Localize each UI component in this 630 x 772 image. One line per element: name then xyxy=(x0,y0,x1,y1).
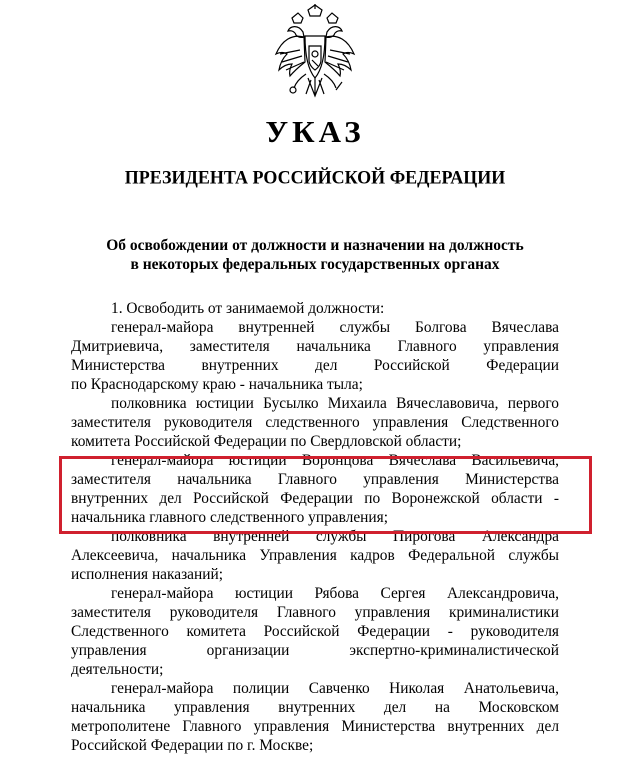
coat-of-arms-icon xyxy=(270,4,360,104)
highlight-box xyxy=(59,456,592,534)
paragraph-line: деятельности; xyxy=(71,661,164,678)
section-heading: 1. Освободить от занимаемой должности: xyxy=(111,300,385,317)
paragraph-line: Министерства внутренних дел Российской Федерации xyxy=(71,357,559,374)
document-title: УКАЗ xyxy=(265,114,365,149)
paragraph-line: полковника юстиции Бусылко Михаила Вячеславовича, первого xyxy=(111,395,559,412)
paragraph-line: генерал-майора юстиции Рябова Сергея Александровича, xyxy=(111,585,559,602)
paragraph-line: Алексеевича, начальника Управления кадров Федеральной службы xyxy=(71,547,559,564)
paragraph-line: полковника внутренней службы Пирогова Александра xyxy=(111,528,559,545)
paragraph-line: исполнения наказаний; xyxy=(71,566,223,583)
heading-line: Об освобождении от должности и назначении на должность xyxy=(106,237,524,254)
paragraph-line: Российской Федерации по г. Москве; xyxy=(71,737,314,754)
paragraph-line: генерал-майора полиции Савченко Николая Анатольевича, xyxy=(111,680,559,697)
paragraph-line: Дмитриевича, заместителя начальника Главного управления xyxy=(71,338,559,355)
paragraph-line: начальника главного следственного управления; xyxy=(71,509,389,526)
paragraph-line: метрополитене Главного управления Министерства внутренних дел xyxy=(71,718,559,735)
paragraph-line: внутренних дел Российской Федерации по Воронежской области - xyxy=(71,490,559,507)
paragraph-line: заместителя начальника Главного управления Министерства xyxy=(71,471,559,488)
paragraph-line: Следственного комитета Российской Федерации - руководителя xyxy=(71,623,559,640)
paragraph-line: генерал-майора внутренней службы Болгова Вячеслава xyxy=(111,319,559,336)
paragraph-line: по Краснодарскому краю - начальника тыла; xyxy=(71,376,363,393)
paragraph-line: управления организации экспертно-криминалистической xyxy=(71,642,559,659)
paragraph-line: начальника управления внутренних дел на Московском xyxy=(71,699,559,716)
paragraph-line: комитета Российской Федерации по Свердловской области; xyxy=(71,433,462,450)
paragraph-line: заместителя руководителя Главного управления криминалистики xyxy=(71,604,559,621)
document-subtitle: ПРЕЗИДЕНТА РОССИЙСКОЙ ФЕДЕРАЦИИ xyxy=(124,166,506,188)
paragraph-line: генерал-майора юстиции Воронцова Вячеслава Васильевича, xyxy=(111,452,559,469)
heading-line: в некоторых федеральных государственных органах xyxy=(130,256,500,273)
document-heading xyxy=(0,236,630,274)
paragraph-line: заместителя руководителя следственного управления Следственного xyxy=(71,414,559,431)
